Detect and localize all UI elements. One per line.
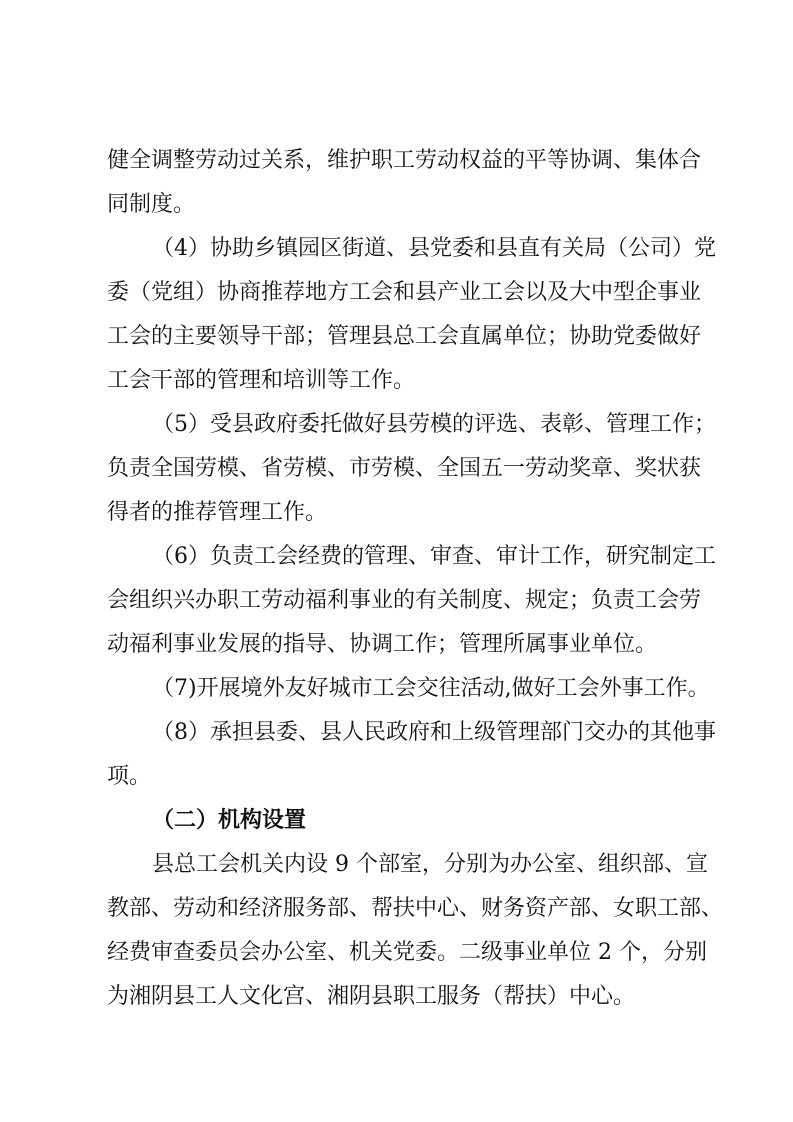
paragraph-line: 工会干部的管理和培训等工作。 (107, 368, 416, 393)
paragraph-line: （8）承担县委、县人民政府和上级管理部门交办的其他事 (152, 720, 716, 745)
paragraph-line: 负责全国劳模、省劳模、市劳模、全国五一劳动奖章、奖状获 (107, 456, 702, 481)
paragraph-line: 教部、劳动和经济服务部、帮扶中心、财务资产部、女职工部、 (107, 896, 724, 921)
paragraph-line: 为湘阴县工人文化宫、湘阴县职工服务（帮扶）中心。 (107, 984, 636, 1009)
paragraph-line: （5）受县政府委托做好县劳模的评选、表彰、管理工作； (152, 412, 716, 437)
paragraph-line: 经费审查委员会办公室、机关党委。二级事业单位 2 个，分别 (107, 940, 707, 965)
paragraph-line: 会组织兴办职工劳动福利事业的有关制度、规定；负责工会劳 (107, 588, 702, 613)
paragraph-line: 得者的推荐管理工作。 (107, 500, 328, 525)
paragraph-line: 县总工会机关内设 9 个部室，分别为办公室、组织部、宣 (152, 852, 708, 877)
paragraph-line: 同制度。 (107, 192, 196, 217)
paragraph-line: （7)开展境外友好城市工会交往活动,做好工会外事工作。 (152, 676, 710, 701)
paragraph-line: （6）负责工会经费的管理、审查、审计工作，研究制定工 (152, 544, 716, 569)
paragraph-line: 项。 (107, 764, 152, 789)
paragraph-line: （4）协助乡镇园区街道、县党委和县直有关局（公司）党 (152, 236, 716, 261)
paragraph-line: 委（党组）协商推荐地方工会和县产业工会以及大中型企事业 (107, 280, 702, 305)
paragraph-line: 工会的主要领导干部；管理县总工会直属单位；协助党委做好 (107, 324, 702, 349)
section-heading: （二）机构设置 (152, 808, 307, 833)
paragraph-line: 健全调整劳动过关系，维护职工劳动权益的平等协调、集体合 (107, 148, 702, 173)
paragraph-line: 动福利事业发展的指导、协调工作；管理所属事业单位。 (107, 632, 658, 657)
